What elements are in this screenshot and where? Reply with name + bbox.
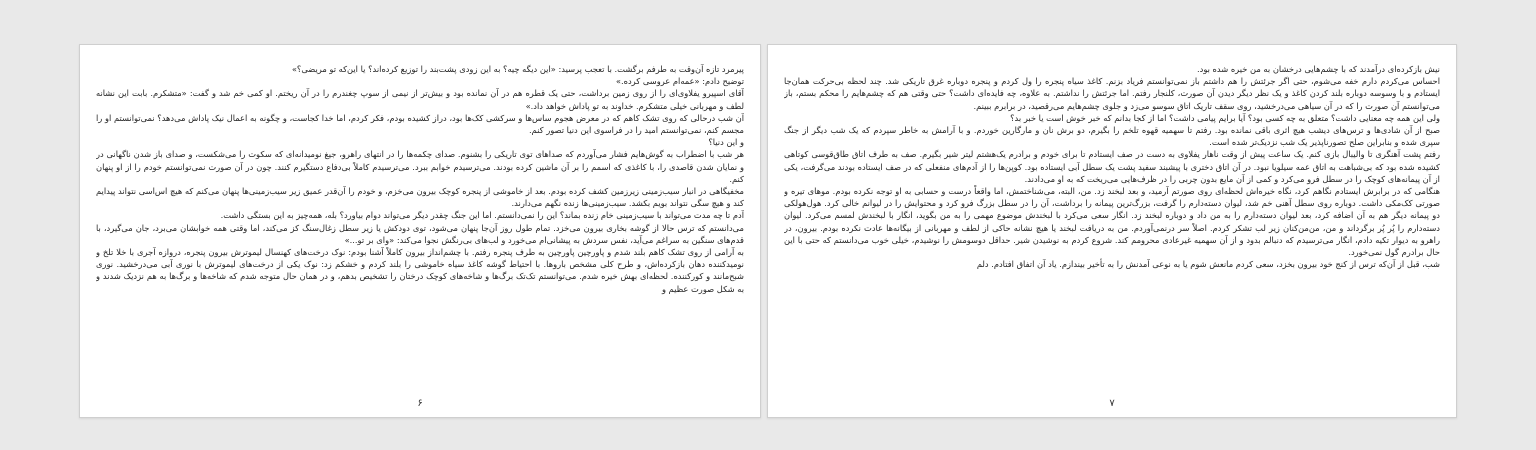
page-number-right: ۷ [1109,398,1115,409]
paragraph: آن شب درحالی که روی تشک کاهم که در معرض هجوم ساس‌ها و سرکشی کک‌ها بود، دراز کشیده بودم، فکر کردم، اما خدا کجاست، و چگونه به اعمال نیک پاداش می‌دهد؟ نمی‌توانستم او را مجسم کنم، نمی‌توانستم امید را در فراسوی این دنیا تصور کنم. [96,112,744,136]
paragraph: هنگامی که در برابرش ایستادم نگاهم کرد، نگاه خیره‌اش لحظه‌ای روی صورتم آرمید، و بعد لبخند زد. من، البته، می‌شناختمش، اما واقعاً درست و حسابی به او توجه نکرده بودم. موهای تیره و صورتی کک‌مکی داشت. دوباره روی سطل آهنی خم شد، لیوان دسته‌دارم را گرفت، بزرگ‌ترین پیمانه را برداشت، آن را در سطل بزرگ فرو کرد و محتوایش را در لیوانم خالی کرد. هول‌هولکی دو پیمانه دیگر هم به آن اضافه کرد، بعد لیوان دسته‌دارم را به من داد و دوباره لبخند زد. انگار سعی می‌کرد با لبخندش موضوع مهمی را به من بگوید، انگار با لبخندش لمسم می‌کرد. لیوان دسته‌دارم را پُر پُر برگرداند و من، من‌من‌کنان زیر لب تشکر کردم. اصلاً سر درنمی‌آوردم. من به دریافت لبخند یا هیچ نشانه حاکی از لطف و مهربانی از بیگانه‌ها عادت نکرده بودم. بیرون، در راهرو به دیوار تکیه دادم، انگار می‌ترسیدم که دنبالم بدود و از آن سهمیه غیرعادی محرومم کند. شروع کردم به نوشیدن شیر. حداقل دوسومش را نوشیدم، خیلی خوب می‌دانستم که حتی با این حال برادرم گول نمی‌خورد. [784,186,1440,258]
paragraph: توضیح دادم: «عمه‌ام عروسی کرده.» [615,76,744,87]
left-page-text [96,63,744,377]
paragraph: به آرامی از روی تشک کاهم بلند شدم و پاورچین پاورچین به طرف پنجره رفتم. با چشم‌انداز بیرون کاملاً آشنا بودم: نوک درخت‌های کهنسال لیموترش بیرون پنجره، دروازه آجری با خلا تلخ و نومیدکننده دهان بازکرده‌اش، و طرح کلی مشخص باروها. با احتیاط گوشه کاغذ سیاه خاموشی را بلند کردم و خشکم زد: نوک یکی از درخت‌های لیموترش با نوری آبی می‌درخشید. نوری شبح‌مانند و کورکننده. لحظه‌ای بهش خیره شدم. می‌توانستم تک‌تک برگ‌ها و شاخه‌های کوچک درختان را تشخیص بدهم، و در همان حال متوجه شدم که شاخه‌ها و برگ‌ها به هم نزدیک شدند و به شکل صورت عظیم و [96,247,744,294]
paragraph: پیرمرد تازه آن‌وقت به طرفم برگشت. با تعجب پرسید: «این دیگه چیه؟ به این زودی پشت‌بند را توزیع کرده‌اند؟ یا این‌که تو مریضی؟» [291,64,744,74]
paragraph: می‌دانستم که ترس حالا از گوشه بخاری بیرون می‌خزد. تمام طول روز آن‌جا پنهان می‌شود، توی دودکش یا زیر سطل زغال‌سنگ کز می‌کند، اما وقتی همه خوابشان می‌برد، جان می‌گیرد، با قدم‌های سنگین به سراغم می‌آید، نفس سردش به پیشانی‌ام می‌خورد و لب‌های بی‌رنگش نجوا می‌کند: «وای بر تو...» [96,222,744,245]
page-number-left: ۶ [417,398,423,409]
paragraph: شب، قبل از آن‌که ترس از کنج خود بیرون بخزد، سعی کردم مانعش شوم یا به نوعی آمدنش را به تأخیر بیندازم. یاد آن اتفاق افتادم. دلم [976,259,1440,270]
paragraph: آقای اسپیرو یفلاوی‌ای را از روی زمین برداشت، حتی یک قطره هم در آن نمانده بود و بیش‌تر از نیمی از سوپ چغندرم را در آن ریختم. او کمی خم شد و گفت: «متشکرم. بابت این نشانه لطف و مهربانی خیلی متشکرم. خداوند به تو پاداش خواهد داد.» [96,88,744,111]
paragraph: و این دنیا؟ [708,137,744,148]
right-page [767,44,1457,418]
paragraph: آدم تا چه مدت می‌تواند با سیب‌زمینی خام زنده بماند؟ این را نمی‌دانستم. اما این جنگ چقدر دیگر می‌تواند دوام بیاورد؟ بله، همه‌چیز به این بستگی داشت. [220,210,744,221]
paragraph: نیش بازکرده‌ای درآمدند که با چشم‌هایی درخشان به من خیره شده بود. [1196,64,1440,74]
right-page-text [784,63,1440,377]
paragraph: هر شب با اضطراب به گوش‌هایم فشار می‌آوردم که صداهای توی تاریکی را بشنوم. صدای چکمه‌ها را در انتهای راهرو، جیغ نومیدانه‌ای که سکوت را می‌شکست، و صدای باز شدن ناگهانی در و نمایان شدن قاصدی را، با کاغذی که اسمم را بر آن ماشین کرده بودند. می‌ترسیدم خوابم ببرد. می‌ترسیدم کاملاً بی‌دفاع دستگیرم کنند. چون در آن صورت نمی‌توانستم خودم را از او پنهان کنم. [96,149,744,184]
paragraph: احساس می‌کردم دارم خفه می‌شوم، حتی اگر جرئتش را هم داشتم باز نمی‌توانستم فریاد بزنم. کاغذ سیاه پنجره را ول کردم و پنجره دوباره غرق تاریکی شد. چند لحظه بی‌حرکت همان‌جا ایستادم و با وسوسه دوباره بلند کردن کاغذ و یک نظر دیگر دیدن آن صورت، کلنجار رفتم. اما جرئتش را نداشتم. به علاوه، چه فایده‌ای داشت؟ حتی وقتی هم که چشم‌هایم را محکم بستم، باز می‌توانستم آن صورت را که در آن سیاهی می‌درخشید، روی سقف تاریک اتاق سوسو می‌زد و جلوی چشم‌هایم می‌رقصید، در برابرم ببینم. [784,76,1440,111]
paragraph: مخفیگاهی در انبار سیب‌زمینی زیرزمین کشف کرده بودم. بعد از خاموشی از پنجره کوچک بیرون می‌خزم، و خودم را آن‌قدر عمیق زیر سیب‌زمینی‌ها پنهان می‌کنم که هیچ اس‌اسی نتواند پیدایم کند و هیچ سگی نتواند بویم بکشد. سیب‌زمینی‌ها زنده نگهم می‌دارند. [96,186,744,209]
paragraph: رفتم پشت آهنگری تا والیبال بازی کنم. یک ساعت پیش از وقت ناهار یفلاوی به دست در صف ایستادم تا برای خودم و برادرم یک‌هشتم لیتر شیر بگیرم. صف به طرف اتاق طاق‌قوسی کوتاهی کشیده شده بود که بی‌شباهت به اتاق عمه سیلویا نبود. در آن اتاق دختری با پیشبند سفید پشت یک سطل آبی ایستاده بود. کوپن‌ها را از آدم‌های منفعلی که در صف ایستاده بودند می‌گرفت، یکی از آن پیمانه‌های کوچک را در سطل فرو می‌کرد و کمی از آن مایع بدون چربی را در ظرف‌هایی می‌ریخت که به او می‌دادند. [784,149,1440,184]
paragraph: صبح از آن شادی‌ها و ترس‌های دیشب هیچ اثری باقی نمانده بود. رفتم تا سهمیه قهوه تلخم را بگیرم، دو برش نان و مارگارین خوردم. و با آرامش به خاطر سپردم که یک شب دیگر از جنگ سپری شده و بنابراین صلح تصورناپذیر یک شب نزدیک‌تر شده است. [784,125,1440,148]
left-page [79,44,761,418]
paragraph: ولی این همه چه معنایی داشت؟ متعلق به چه کسی بود؟ آیا برایم پیامی داشت؟ اما از کجا بدانم که خبر خوش است یا خبر بد؟ [1010,112,1440,123]
